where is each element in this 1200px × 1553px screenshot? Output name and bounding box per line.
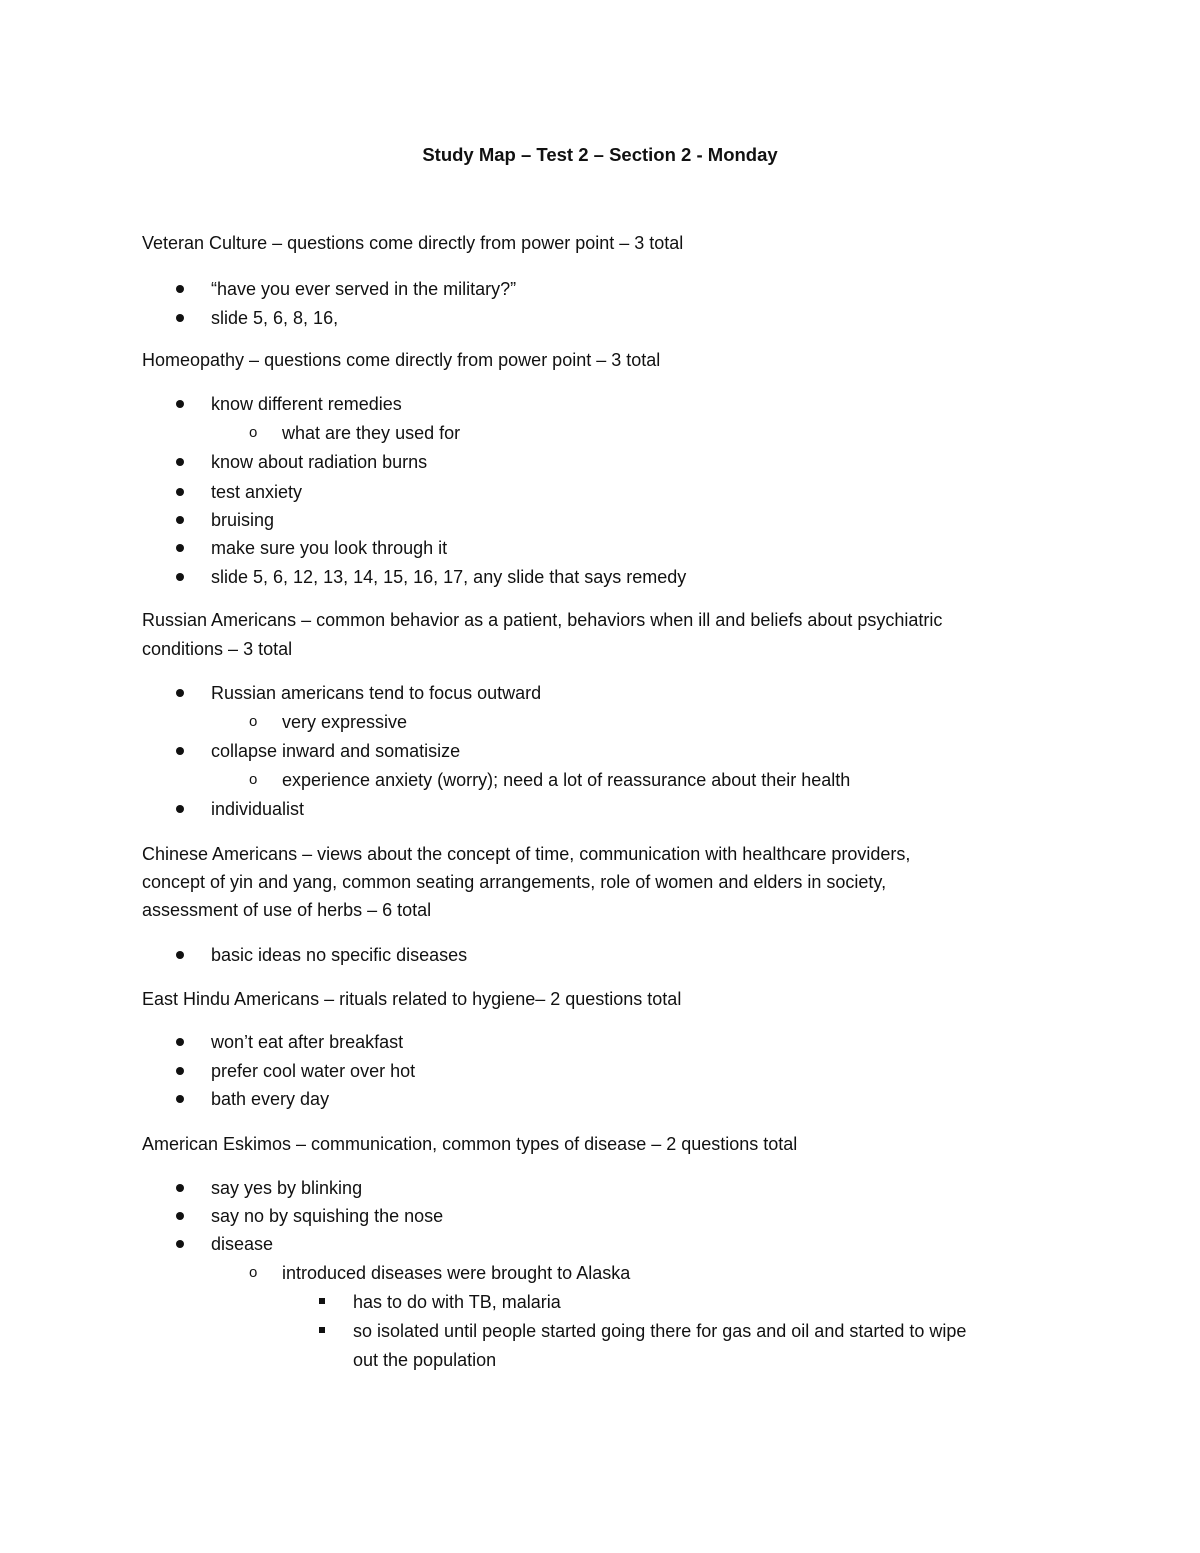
sub-sub-list-item: has to do with TB, malaria	[353, 1292, 561, 1312]
section-heading-chinese-americans-cont: concept of yin and yang, common seating arrangements, role of women and elders in society,	[142, 872, 887, 892]
list-item: prefer cool water over hot	[211, 1061, 416, 1081]
sub-list-item: introduced diseases were brought to Alaska	[282, 1263, 631, 1283]
sub-sub-list-item: so isolated until people started going there for gas and oil and started to wipe	[353, 1321, 967, 1341]
list-item: collapse inward and somatisize	[211, 741, 461, 761]
sub-list-item: experience anxiety (worry); need a lot of reassurance about their health	[282, 770, 851, 790]
circle-bullet-icon: o	[249, 713, 258, 730]
bullet-icon	[176, 516, 184, 524]
section-heading-homeopathy: Homeopathy – questions come directly from power point – 3 total	[142, 350, 661, 370]
list-item: basic ideas no specific diseases	[211, 945, 468, 965]
bullet-icon	[176, 1095, 184, 1103]
list-item: slide 5, 6, 8, 16,	[211, 308, 339, 328]
circle-bullet-icon: o	[249, 771, 258, 788]
list-item: know different remedies	[211, 394, 402, 414]
bullet-icon	[176, 1038, 184, 1046]
square-bullet-icon	[319, 1327, 325, 1333]
bullet-icon	[176, 1067, 184, 1075]
list-item: say no by squishing the nose	[211, 1206, 444, 1226]
list-item: individualist	[211, 799, 305, 819]
list-item: bruising	[211, 510, 275, 530]
list-item: say yes by blinking	[211, 1178, 363, 1198]
sub-sub-list-item-cont: out the population	[353, 1350, 497, 1370]
list-item: Russian americans tend to focus outward	[211, 683, 542, 703]
sub-list-item: very expressive	[282, 712, 408, 732]
section-heading-russian-americans-cont: conditions – 3 total	[142, 639, 293, 659]
bullet-icon	[176, 747, 184, 755]
sub-list-item: what are they used for	[282, 423, 461, 443]
bullet-icon	[176, 314, 184, 322]
square-bullet-icon	[319, 1298, 325, 1304]
bullet-icon	[176, 951, 184, 959]
list-item: make sure you look through it	[211, 538, 448, 558]
list-item: slide 5, 6, 12, 13, 14, 15, 16, 17, any slide that says remedy	[211, 567, 687, 587]
document-title: Study Map – Test 2 – Section 2 - Monday	[422, 144, 778, 165]
bullet-icon	[176, 488, 184, 496]
bullet-icon	[176, 285, 184, 293]
section-heading-chinese-americans: Chinese Americans – views about the concept of time, communication with healthcare providers,	[142, 844, 911, 864]
bullet-icon	[176, 573, 184, 581]
bullet-icon	[176, 400, 184, 408]
bullet-icon	[176, 1212, 184, 1220]
section-heading-russian-americans: Russian Americans – common behavior as a patient, behaviors when ill and beliefs about psychiatric	[142, 610, 943, 630]
list-item: disease	[211, 1234, 274, 1254]
bullet-icon	[176, 805, 184, 813]
bullet-icon	[176, 1240, 184, 1248]
list-item: test anxiety	[211, 482, 303, 502]
bullet-icon	[176, 544, 184, 552]
circle-bullet-icon: o	[249, 1264, 258, 1281]
list-item: know about radiation burns	[211, 452, 428, 472]
list-item: bath every day	[211, 1089, 330, 1109]
section-heading-chinese-americans-cont: assessment of use of herbs – 6 total	[142, 900, 432, 920]
section-heading-east-hindu-americans: East Hindu Americans – rituals related to hygiene– 2 questions total	[142, 989, 682, 1009]
section-heading-american-eskimos: American Eskimos – communication, common types of disease – 2 questions total	[142, 1134, 798, 1154]
bullet-icon	[176, 458, 184, 466]
section-heading-veteran-culture: Veteran Culture – questions come directly from power point – 3 total	[142, 233, 684, 253]
list-item: “have you ever served in the military?”	[211, 279, 517, 299]
bullet-icon	[176, 1184, 184, 1192]
circle-bullet-icon: o	[249, 424, 258, 441]
bullet-icon	[176, 689, 184, 697]
list-item: won’t eat after breakfast	[211, 1032, 404, 1052]
